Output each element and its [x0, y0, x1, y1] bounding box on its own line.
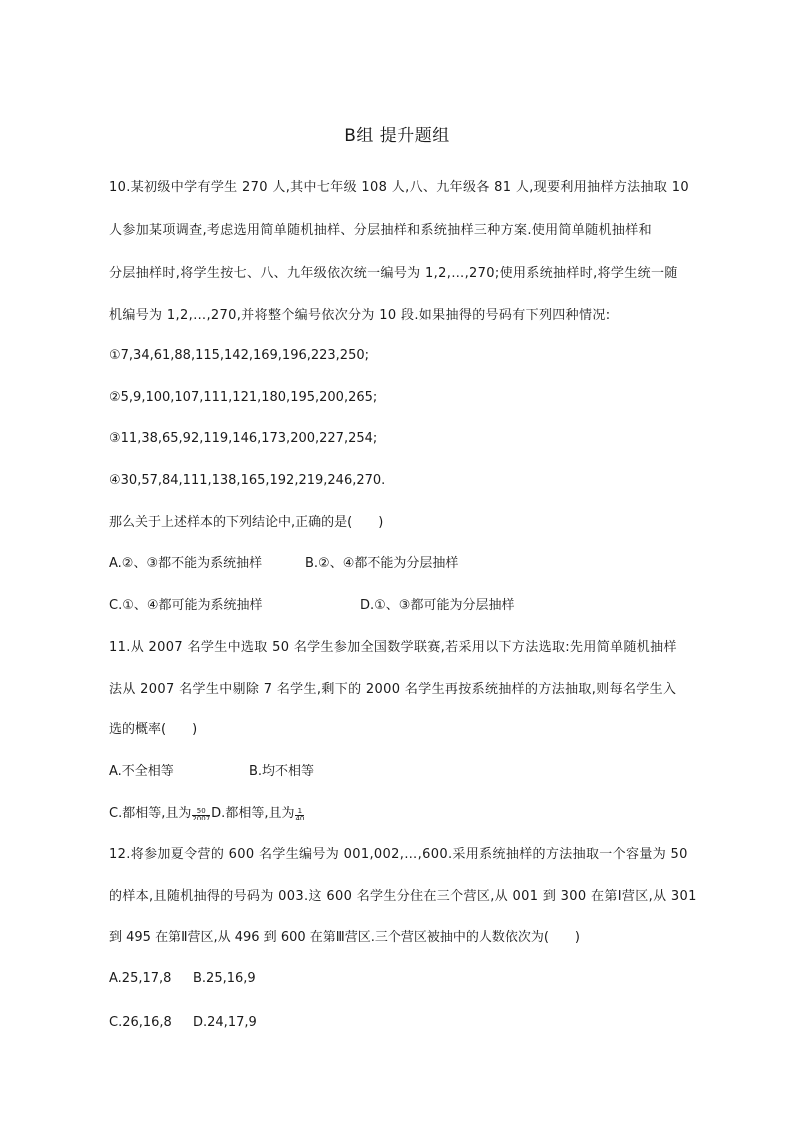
q11-text-line-2: 法从 2007 名学生中剔除 7 名学生,剩下的 2000 名学生再按系统抽样的方法抽取,则每名学生入: [109, 682, 677, 697]
q11-option-c-denominator: 2007: [192, 815, 211, 820]
q11-option-c-numerator: 50: [192, 808, 210, 816]
q10-option-b: B.②、④都不能为分层抽样: [305, 556, 459, 571]
q10-option-d: D.①、③都可能为分层抽样: [360, 598, 515, 613]
q11-options-cd: [109, 805, 305, 823]
q11-option-d: D.都相等,且为 $\frac{1}{40}$: [211, 806, 305, 821]
q10-text-line-4: 机编号为 1,2,…,270,并将整个编号依次分为 10 段.如果抽得的号码有下列四种情况:: [109, 308, 611, 323]
q10-case-1: ①7,34,61,88,115,142,169,196,223,250;: [109, 348, 369, 363]
q12-option-d: D.24,17,9: [193, 1015, 257, 1030]
q10-text-line-1: 10.某初级中学有学生 270 人,其中七年级 108 人,八、九年级各 81 人,现要利用抽样方法抽取 10: [109, 180, 689, 195]
q10-case-2: ②5,9,100,107,111,121,180,195,200,265;: [109, 390, 378, 405]
q12-option-c: C.26,16,8: [109, 1015, 172, 1030]
q10-text-line-2: 人参加某项调查,考虑选用简单随机抽样、分层抽样和系统抽样三种方案.使用简单随机抽样和: [109, 223, 652, 238]
q10-stem: 那么关于上述样本的下列结论中,正确的是( ): [109, 515, 384, 530]
q11-text-line-3: 选的概率( ): [109, 722, 198, 737]
section-title: B组 提升题组: [344, 126, 450, 146]
q10-text-line-3: 分层抽样时,将学生按七、八、九年级依次统一编号为 1,2,…,270;使用系统抽样时,将学生统一随: [109, 266, 678, 281]
q11-option-c-fraction: [192, 808, 210, 820]
q12-text-line-3: 到 495 在第Ⅱ营区,从 496 到 600 在第Ⅲ营区.三个营区被抽中的人数依次为( ): [109, 930, 581, 945]
q10-option-c: C.①、④都可能为系统抽样: [109, 598, 263, 613]
q11-option-d-fraction: [295, 808, 304, 820]
q11-option-d-numerator: 1: [295, 808, 304, 816]
q10-case-4: ④30,57,84,111,138,165,192,219,246,270.: [109, 473, 386, 488]
q11-option-c: C.都相等,且为 $\frac{50}{2007}$: [109, 806, 211, 821]
q11-option-b: B.均不相等: [249, 764, 315, 779]
q10-option-a: A.②、③都不能为系统抽样: [109, 556, 263, 571]
q11-option-d-denominator: 40: [295, 815, 305, 820]
q10-case-3: ③11,38,65,92,119,146,173,200,227,254;: [109, 431, 378, 446]
q11-option-a: A.不全相等: [109, 764, 174, 779]
q12-option-b: B.25,16,9: [193, 971, 256, 986]
q12-text-line-1: 12.将参加夏令营的 600 名学生编号为 001,002,…,600.采用系统抽样的方法抽取一个容量为 50: [109, 847, 688, 862]
q12-option-a: A.25,17,8: [109, 971, 172, 986]
q11-text-line-1: 11.从 2007 名学生中选取 50 名学生参加全国数学联赛,若采用以下方法选取:先用简单随机抽样: [109, 640, 677, 655]
q12-text-line-2: 的样本,且随机抽得的号码为 003.这 600 名学生分住在三个营区,从 001 到 300 在第Ⅰ营区,从 301: [109, 889, 697, 904]
